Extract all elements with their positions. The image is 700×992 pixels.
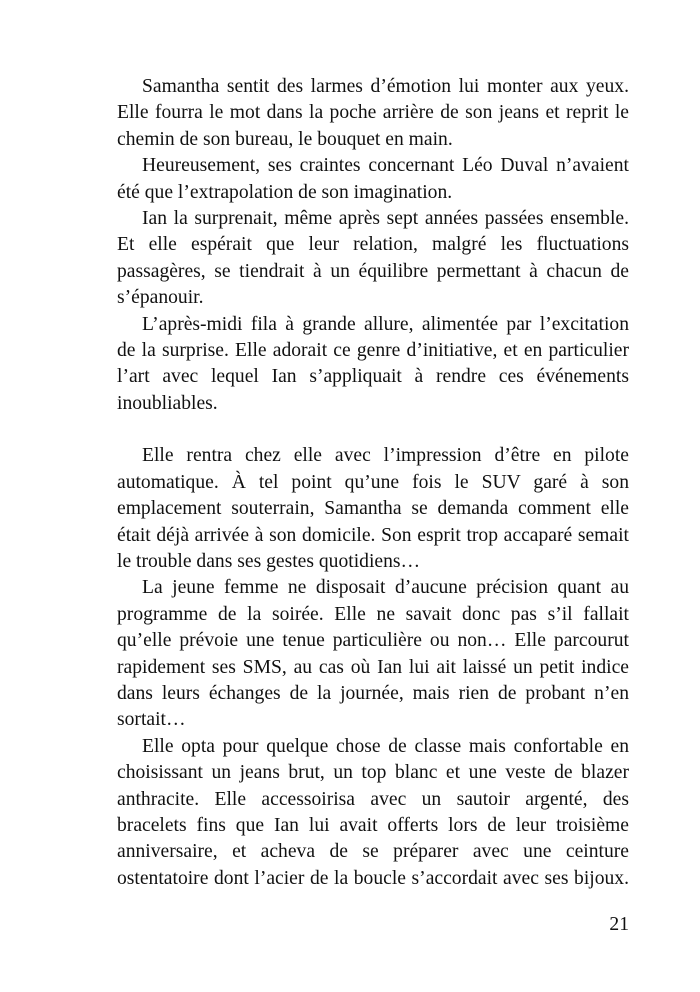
paragraph (117, 153, 629, 206)
text-line: La jeune femme ne disposait d’aucune précision quant au (142, 577, 629, 599)
text-line: anthracite. Elle accessoirisa avec un sautoir argenté, des (117, 788, 629, 810)
paragraph (117, 74, 629, 153)
paragraph (117, 734, 629, 892)
page-number: 21 (609, 914, 629, 935)
text-line: était déjà arrivée à son domicile. Son esprit trop accaparé semait (117, 524, 629, 546)
text-line: Et elle espérait que leur relation, malgré les fluctuations (117, 234, 629, 256)
text-line: rapidement ses SMS, au cas où Ian lui ait laissé un petit indice (117, 656, 629, 678)
paragraph (117, 443, 629, 575)
text-line: programme de la soirée. Elle ne savait donc pas s’il fallait (117, 603, 629, 625)
text-line: chemin de son bureau, le bouquet en main. (117, 128, 453, 150)
text-line: automatique. À tel point qu’une fois le SUV garé à son (117, 471, 629, 493)
text-line: s’épanouir. (117, 287, 204, 309)
text-line: de la surprise. Elle adorait ce genre d’initiative, et en particulier (117, 339, 629, 361)
text-line: L’après-midi fila à grande allure, alimentée par l’excitation (142, 313, 629, 335)
text-line: passagères, se tiendrait à un équilibre permettant à chacun de (117, 260, 629, 282)
text-line: dans leurs échanges de la journée, mais rien de probant n’en (117, 682, 629, 704)
text-line: qu’elle prévoie une tenue particulière ou non… Elle parcourut (117, 630, 629, 652)
text-line: l’art avec lequel Ian s’appliquait à rendre ces événements (117, 366, 629, 388)
text-line: Elle rentra chez elle avec l’impression d’être en pilote (142, 445, 629, 467)
paragraph (117, 575, 629, 733)
text-line: Ian la surprenait, même après sept années passées ensemble. (142, 207, 629, 229)
text-line: Elle fourra le mot dans la poche arrière de son jeans et reprit le (117, 102, 629, 124)
text-line: bracelets fins que Ian lui avait offerts lors de leur troisième (117, 814, 629, 836)
text-line: ostentatoire dont l’acier de la boucle s’accordait avec ses bijoux. (117, 867, 629, 889)
text-line: inoubliables. (117, 392, 218, 414)
text-line: Elle opta pour quelque chose de classe mais confortable en (142, 735, 629, 757)
text-line: emplacement souterrain, Samantha se demanda comment elle (117, 498, 629, 520)
text-line: le trouble dans ses gestes quotidiens… (117, 551, 421, 573)
body-text (117, 74, 629, 892)
paragraph (117, 312, 629, 418)
text-line: Samantha sentit des larmes d’émotion lui monter aux yeux. (142, 76, 629, 97)
paragraph (117, 206, 629, 312)
text-line: anniversaire, et acheva de se préparer avec une ceinture (117, 841, 629, 863)
section-break (117, 417, 629, 443)
text-line: été que l’extrapolation de son imagination. (117, 181, 453, 203)
text-line: sortait… (117, 709, 186, 731)
text-line: choisissant un jeans brut, un top blanc et une veste de blazer (117, 762, 629, 784)
text-line: Heureusement, ses craintes concernant Léo Duval n’avaient (142, 155, 629, 177)
